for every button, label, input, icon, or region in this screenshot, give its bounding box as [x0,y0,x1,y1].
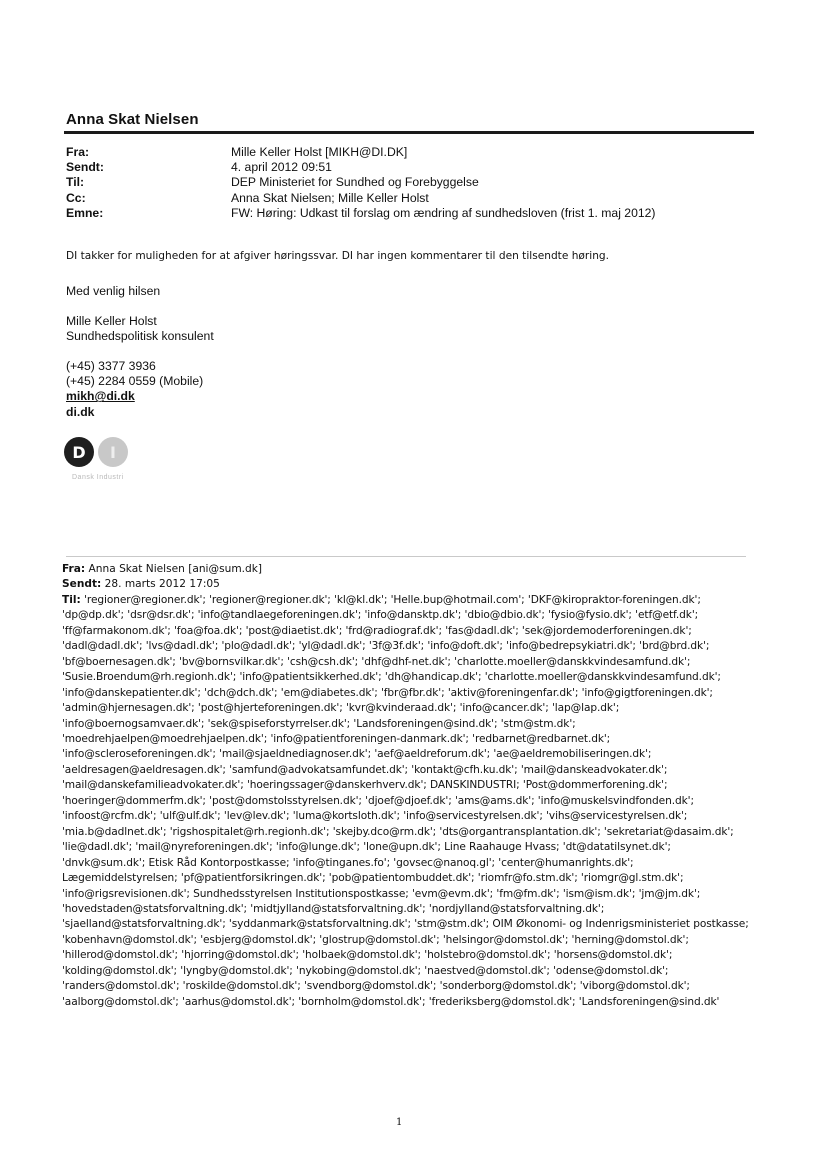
meta-label: Emne: [66,205,104,220]
forwarded-to-line [62,593,752,1010]
recipient-name-header: Anna Skat Nielsen [66,111,199,128]
forwarded-sent-line [62,577,752,592]
meta-value: 4. april 2012 09:51 [231,160,332,175]
meta-value: Anna Skat Nielsen; Mille Keller Holst [231,190,429,205]
meta-subject [66,206,655,221]
signature-block [66,314,214,345]
logo-circle-i: I [98,437,128,467]
meta-value: FW: Høring: Udkast til forslag om ændring af sundhedsloven (frist 1. maj 2012) [231,205,656,220]
forwarded-message-header [62,562,752,1010]
forwarded-to-label: Til: [62,593,81,606]
forwarded-to-recipients: 'regioner@regioner.dk'; 'regioner@regioner.dk'; 'kl@kl.dk'; 'Helle.bup@hotmail.com'; 'DKF@kiropraktor-foreningen.dk'; 'dp@dp.dk'; 'dsr@dsr.dk'; 'info@tandlaegeforeningen.dk'; 'info@dansktp.dk'; 'dbio@dbio.dk'; 'fysio@fysio.dk'; 'etf@etf.dk'; 'ff@farmakonom.dk'; 'foa@foa.dk'; 'post@diaetist.dk'; 'frd@radiograf.dk'; 'fas@dadl.dk'; 'sek@jordemoderforeningen.dk'; 'dadl@dadl.dk'; 'lvs@dadl.dk'; 'plo@dadl.dk'; 'yl@dadl.dk'; '3f@3f.dk'; 'info@doft.dk'; 'info@bedrepsykiatri.dk'; 'brd@brd.dk'; 'bf@boernesagen.dk'; 'bv@bornsvilkar.dk'; 'csh@csh.dk'; 'dhf@dhf-net.dk'; 'charlotte.moeller@danskkvindesamfund.dk'; 'Susie.Broendum@rh.regionh.dk'; 'info@patientsikkerhed.dk'; 'dh@handicap.dk'; 'charlotte.moeller@danskkvindesamfund.dk'; 'info@danskepatienter.dk'; 'dch@dch.dk'; 'em@diabetes.dk'; 'fbr@fbr.dk'; 'aktiv@foreningenfar.dk'; 'info@gigtforeningen.dk'; 'admin@hjernesagen.dk'; 'post@hjerteforeningen.dk'; 'kvr@kvinderaad.dk'; 'info@cancer.dk'; 'lap@lap.dk'; 'info@boernogsamvaer.dk'; 'sek@spiseforstyrrelser.dk'; 'Landsforeningen@sind.dk'; 'stm@stm.dk'; 'moedrehjaelpen@moedrehjaelpen.dk'; 'info@patientforeningen-danmark.dk'; 'redbarnet@redbarnet.dk'; 'info@scleroseforeningen.dk'; 'mail@sjaeldnediagnoser.dk'; 'aef@aeldreforum.dk'; 'ae@aeldremobiliseringen.dk'; 'aeldresagen@aeldresagen.dk'; 'samfund@advokatsamfundet.dk'; 'kontakt@cfh.ku.dk'; 'mail@danskeadvokater.dk'; 'mail@danskefamilieadvokater.dk'; 'hoeringssager@danskerhverv.dk'; DANSKINDUSTRI; 'Post@dommerforening.dk'; 'hoeringer@dommerfm.dk'; 'post@domstolsstyrelsen.dk'; 'djoef@djoef.dk'; 'ams@ams.dk'; 'info@muskelsvindfonden.dk'; 'infoost@rcfm.dk'; 'ulf@ulf.dk'; 'lev@lev.dk'; 'luma@kortsloth.dk'; 'info@servicestyrelsen.dk'; 'vihs@servicestyrelsen.dk'; 'mia.b@dadlnet.dk'; 'rigshospitalet@rh.regionh.dk'; 'skejby.dco@rm.dk'; 'dts@organtransplantation.dk'; 'sekretariat@dasaim.dk'; 'lie@dadl.dk'; 'mail@nyreforeningen.dk'; 'info@lunge.dk'; 'lone@upn.dk'; Line Raahauge Hvass; 'dt@datatilsynet.dk'; 'dnvk@sum.dk'; Etisk Råd Kontorpostkasse; 'info@tinganes.fo'; 'govsec@nanoq.gl'; 'center@humanrights.dk'; Lægemiddelstyrelsen; 'pf@patientforsikringen.dk'; 'pob@patientombuddet.dk'; 'riomfr@fo.stm.dk'; 'riomgr@gl.stm.dk'; 'info@rigsrevisionen.dk'; Sundhedsstyrelsen Institutionspostkasse; 'evm@evm.dk'; 'fm@fm.dk'; 'ism@ism.dk'; 'jm@jm.dk'; 'hovedstaden@statsforvaltning.dk'; 'midtjylland@statsforvaltning.dk'; 'nordjylland@statsforvaltning.dk'; 'sjaelland@statsforvaltning.dk'; 'syddanmark@statsforvaltning.dk'; 'stm@stm.dk'; OIM Økonomi- og Indenrigsministeriet postkasse; 'kobenhavn@domstol.dk'; 'esbjerg@domstol.dk'; 'glostrup@domstol.dk'; 'helsingor@domstol.dk'; 'herning@domstol.dk'; 'hillerod@domstol.dk'; 'hjorring@domstol.dk'; 'holbaek@domstol.dk'; 'holstebro@domstol.dk'; 'horsens@domstol.dk'; 'kolding@domstol.dk'; 'lyngby@domstol.dk'; 'nykobing@domstol.dk'; 'naestved@domstol.dk'; 'odense@domstol.dk'; 'randers@domstol.dk'; 'roskilde@domstol.dk'; 'svendborg@domstol.dk'; 'sonderborg@domstol.dk'; 'viborg@domstol.dk'; 'aalborg@domstol.dk'; 'aarhus@domstol.dk'; 'bornholm@domstol.dk'; 'frederiksberg@domstol.dk'; 'Landsforeningen@sind.dk' [62,593,749,1008]
meta-label: Fra: [66,145,90,159]
contact-block [66,359,203,420]
meta-from [66,145,655,160]
meta-value: Mille Keller Holst [MIKH@DI.DK] [231,145,408,159]
signature-name: Mille Keller Holst [66,314,157,328]
email-meta [66,145,655,221]
meta-label: Cc: [66,190,86,205]
logo-caption: Dansk Industri [72,474,124,481]
signature-title: Sundhedspolitisk konsulent [66,329,214,344]
forwarded-from-label: Fra: [62,563,86,575]
company-logo [64,437,154,487]
mobile-number: (+45) 2284 0559 (Mobile) [66,374,204,389]
phone-number: (+45) 3377 3936 [66,359,156,373]
meta-value: DEP Ministeriet for Sundhed og Forebyggelse [231,175,479,190]
forwarded-sent-label: Sendt: [62,578,102,591]
body-intro: DI takker for muligheden for at afgiver høringssvar. DI har ingen kommentarer til den tilsendte høring. [66,250,610,262]
meta-label: Til: [66,175,85,190]
meta-sent [66,160,655,175]
forward-divider [66,556,746,557]
meta-to [66,175,655,190]
header-rule [64,131,754,134]
meta-label: Sendt: [66,160,104,175]
meta-cc [66,191,655,206]
forwarded-from-value: Anna Skat Nielsen [ani@sum.dk] [88,563,263,575]
page-number: 1 [396,1117,403,1128]
body-closing: Med venlig hilsen [66,284,161,298]
forwarded-from-line [62,562,752,577]
email-link[interactable]: mikh@di.dk [66,389,135,404]
website-text: di.dk [66,404,95,419]
forwarded-sent-value: 28. marts 2012 17:05 [104,578,220,591]
logo-circle-d: D [64,437,94,467]
